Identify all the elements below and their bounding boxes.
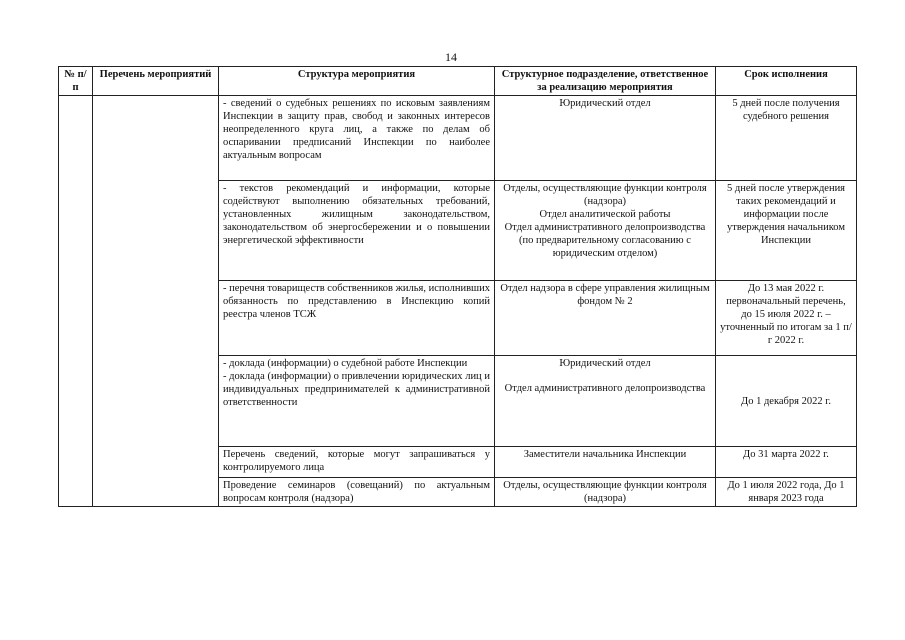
dept-cell: [495, 447, 716, 478]
events-table: [58, 66, 857, 507]
dept-line: Заместители начальника Инспекции: [523, 449, 687, 460]
structure-cell: - текстов рекомендаций и информации, которые содействуют выполнению обязательных требований, установленных жилищным законодательством, законодательством об энергосбережении и о повышении энергетической эффективности: [219, 181, 495, 281]
deadline-cell: До 1 декабря 2022 г.: [716, 356, 857, 447]
header-deadline: Срок исполнения: [716, 67, 857, 96]
dept-cell: [495, 478, 716, 507]
page-number: 14: [445, 50, 457, 64]
structure-cell: Проведение семинаров (совещаний) по актуальным вопросам контроля (надзора): [219, 478, 495, 507]
structure-cell: - перечня товариществ собственников жилья, исполнивших обязанность по представлению в Инспекцию копий реестра членов ТСЖ: [219, 281, 495, 356]
dept-line: Отдел аналитической работы: [539, 209, 671, 220]
deadline-cell: 5 дней после получения судебного решения: [716, 96, 857, 181]
structure-line: - доклада (информации) о судебной работе Инспекции: [223, 358, 468, 369]
dept-line: Отдел административного делопроизводства: [504, 383, 706, 394]
dept-line: Отделы, осуществляющие функции контроля (надзора): [503, 183, 707, 207]
deadline-cell: До 1 июля 2022 года, До 1 января 2023 года: [716, 478, 857, 507]
header-structure: Структура мероприятия: [219, 67, 495, 96]
deadline-cell: 5 дней после утверждения таких рекомендаций и информации после утверждения начальником Инспекции: [716, 181, 857, 281]
deadline-cell: До 31 марта 2022 г.: [716, 447, 857, 478]
dept-cell: [495, 181, 716, 281]
structure-cell: Перечень сведений, которые могут запрашиваться у контролируемого лица: [219, 447, 495, 478]
table-row: [59, 96, 857, 181]
header-list: Перечень мероприятий: [93, 67, 219, 96]
dept-line: Отдел административного делопроизводства: [504, 222, 706, 233]
dept-line: Отделы, осуществляющие функции контроля (надзора): [503, 480, 707, 504]
num-cell: [59, 96, 93, 507]
dept-cell: [495, 96, 716, 181]
dept-line: Юридический отдел: [559, 358, 651, 369]
structure-line: - доклада (информации) о привлечении юридических лиц и индивидуальных предпринимателей к административной ответственности: [223, 371, 490, 408]
list-cell: [93, 96, 219, 507]
dept-line: Юридический отдел: [559, 98, 651, 109]
dept-line: Отдел надзора в сфере управления жилищным фондом № 2: [500, 283, 710, 307]
header-num: № п/п: [59, 67, 93, 96]
deadline-cell: До 13 мая 2022 г. первоначальный перечень, до 15 июля 2022 г. – уточненный по итогам за 1 п/г 2022 г.: [716, 281, 857, 356]
structure-cell: - сведений о судебных решениях по исковым заявлениям Инспекции в защиту прав, свобод и законных интересов неопределенного круга лиц, а также по делам об оспаривании предписаний Инспекции по наиболее актуальным вопросам: [219, 96, 495, 181]
table-header-row: [59, 67, 857, 96]
dept-line: (по предварительному согласованию с юридическим отделом): [519, 235, 691, 259]
dept-cell: [495, 281, 716, 356]
structure-cell: [219, 356, 495, 447]
dept-cell: [495, 356, 716, 447]
header-dept: Структурное подразделение, ответственное за реализацию мероприятия: [495, 67, 716, 96]
spacer: [499, 370, 711, 382]
